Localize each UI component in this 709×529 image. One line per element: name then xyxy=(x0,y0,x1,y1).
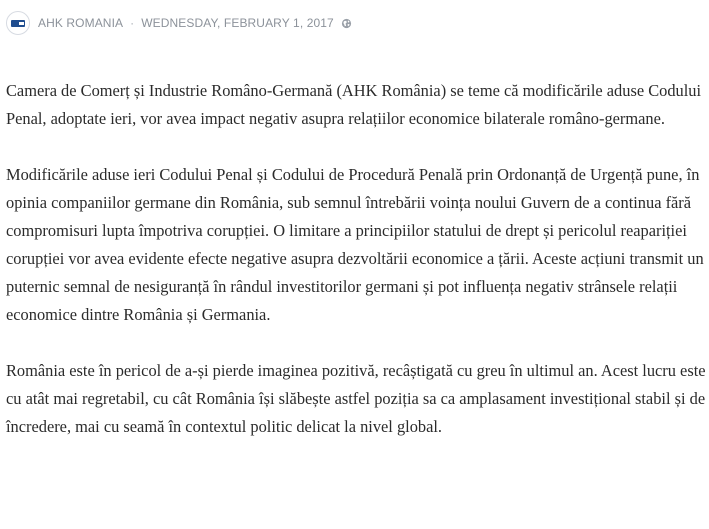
post-date[interactable]: WEDNESDAY, FEBRUARY 1, 2017 xyxy=(141,16,334,30)
meta-separator: · xyxy=(130,16,135,30)
article-paragraph: Modificările aduse ieri Codului Penal și Codului de Procedură Penală prin Ordonanță de Urgență pune, în opinia companiilor germane din România, sub semnul întrebării voința noului Guvern de a continua fără compromisuri lupta împotriva corupției. O limitare a principiilor statului de drept și pericolul reapariției corupției vor avea evidente efecte negative asupra dezvoltării economice a țării. Aceste acțiuni transmit un puternic semnal de nesiguranță în rândul investitorilor germani și pot influența negativ strânsele relații economice dintre România și Germania. xyxy=(6,165,704,324)
post-header xyxy=(6,10,352,36)
ahk-logo-icon xyxy=(11,20,25,27)
author-name[interactable]: AHK ROMANIA xyxy=(38,16,124,30)
post-meta xyxy=(38,16,352,30)
article-body xyxy=(6,77,706,469)
avatar[interactable] xyxy=(6,11,30,35)
article-paragraph: România este în pericol de a-și pierde imaginea pozitivă, recâștigată cu greu în ultimul an. Acest lucru este cu atât mai regretabil, cu cât România își slăbește astfel poziția sa ca amplasament investițional stabil și de încredere, mai cu seamă în contextul politic delicat la nivel global. xyxy=(6,361,706,436)
article-paragraph: Camera de Comerț și Industrie Româno-Germană (AHK România) se teme că modificările aduse Codului Penal, adoptate ieri, vor avea impact negativ asupra relațiilor economice bilaterale româno-germane. xyxy=(6,81,702,128)
globe-icon xyxy=(341,18,352,29)
